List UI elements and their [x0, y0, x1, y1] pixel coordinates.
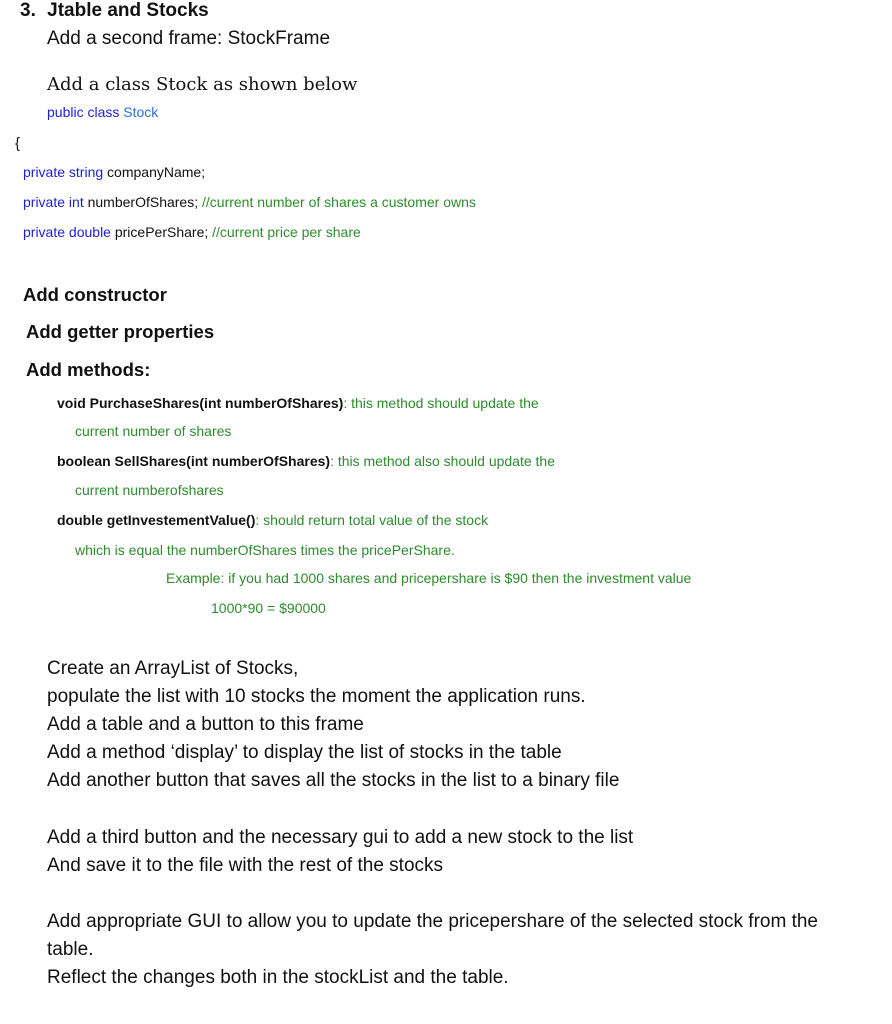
field-name: companyName;: [107, 164, 206, 180]
task-line: Add a third button and the necessary gui to add a new stock to the list: [47, 827, 634, 848]
intro-line-1: Add a second frame: StockFrame: [47, 28, 331, 49]
field-keyword: private: [23, 194, 66, 210]
section-getters: Add getter properties: [26, 321, 215, 342]
tasks-paragraph-3: [47, 908, 818, 992]
field-type: int: [68, 194, 84, 210]
method-description: : this method should update the: [343, 395, 539, 411]
example-line-2: 1000*90 = $90000: [211, 600, 326, 616]
class-declaration: [47, 104, 158, 120]
method-signature: double getInvestementValue(): [57, 512, 256, 528]
field-name: numberOfShares;: [87, 194, 199, 210]
method-purchase-shares: [57, 395, 539, 411]
task-line: Add appropriate GUI to allow you to update the pricepershare of the selected stock from the: [47, 911, 818, 932]
method-purchase-shares-cont: current number of shares: [75, 423, 232, 439]
method-investement-value: [57, 512, 488, 528]
method-sell-shares: [57, 453, 555, 469]
heading-title: Jtable and Stocks: [47, 0, 209, 21]
method-description: : this method also should update the: [330, 453, 555, 469]
task-line: Add another button that saves all the stocks in the list to a binary file: [47, 770, 620, 791]
field-keyword: private: [23, 224, 66, 240]
task-line: Add a method ‘display’ to display the list of stocks in the table: [47, 742, 562, 763]
field-company-name: [23, 164, 205, 180]
method-investement-value-cont: which is equal the numberOfShares times the pricePerShare.: [75, 542, 455, 558]
field-price-per-share: [23, 224, 361, 240]
class-keyword: public class: [47, 104, 120, 120]
task-line: Add a table and a button to this frame: [47, 714, 364, 735]
field-comment: //current price per share: [212, 224, 361, 240]
task-line: populate the list with 10 stocks the moment the application runs.: [47, 686, 586, 707]
field-number-of-shares: [23, 194, 476, 210]
intro-line-2: Add a class Stock as shown below: [47, 74, 358, 95]
method-description: : should return total value of the stock: [255, 512, 489, 528]
task-line: And save it to the file with the rest of the stocks: [47, 855, 444, 876]
section-constructor: Add constructor: [23, 284, 167, 305]
task-line: Create an ArrayList of Stocks,: [47, 658, 299, 679]
field-comment: //current number of shares a customer owns: [202, 194, 476, 210]
open-brace: {: [15, 135, 21, 152]
task-line: table.: [47, 939, 94, 960]
class-name: Stock: [123, 104, 159, 120]
tasks-paragraph-2: [47, 824, 633, 880]
field-type: double: [68, 224, 111, 240]
heading: [20, 0, 209, 22]
field-name: pricePerShare;: [114, 224, 209, 240]
method-sell-shares-cont: current numberofshares: [75, 482, 224, 498]
section-methods: Add methods:: [26, 359, 151, 380]
field-type: string: [68, 164, 104, 180]
tasks-paragraph-1: [47, 655, 619, 795]
example-line-1: Example: if you had 1000 shares and pricepershare is $90 then the investment value: [166, 570, 692, 586]
method-signature: void PurchaseShares(int numberOfShares): [57, 395, 344, 411]
task-line: Reflect the changes both in the stockList and the table.: [47, 967, 509, 988]
field-keyword: private: [23, 164, 66, 180]
method-signature: boolean SellShares(int numberOfShares): [57, 453, 331, 469]
heading-number: 3.: [20, 0, 36, 21]
